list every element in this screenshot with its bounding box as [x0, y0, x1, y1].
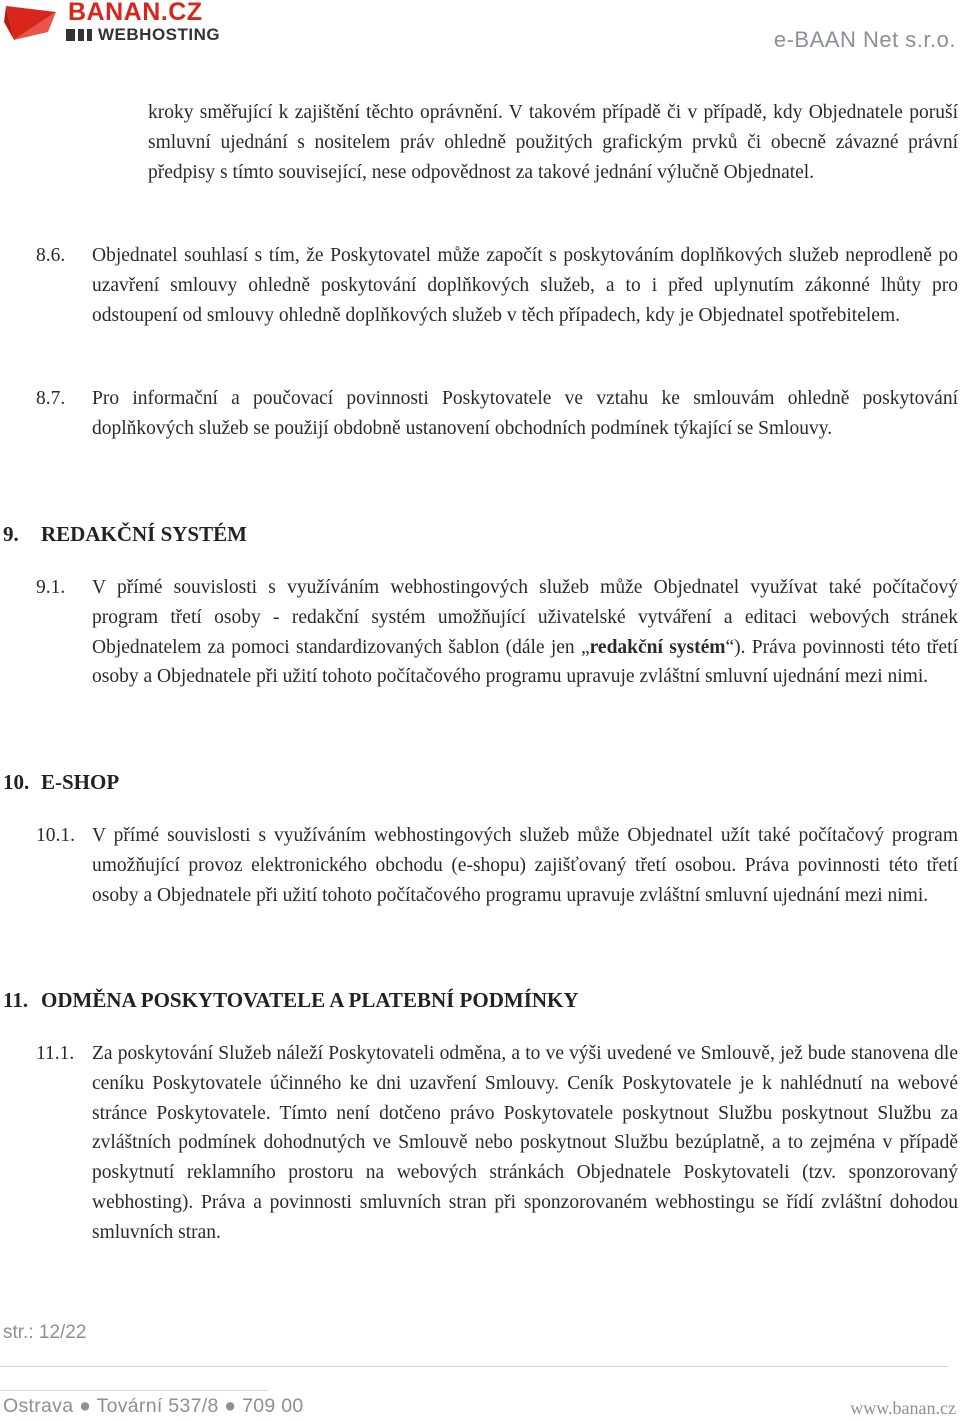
- clause-9-1-text: [92, 573, 958, 692]
- clause-8-7-text: Pro informační a poučovací povinnosti Poskytovatele ve vztahu ke smlouvám ohledně poskytování doplňkových služeb se použijí obdobně ustanovení obchodních podmínek týkající se Smlouvy.: [92, 388, 958, 439]
- defined-term: redakční systém: [589, 636, 726, 658]
- footer-url: www.banan.cz: [850, 1398, 956, 1418]
- section-heading-10: [3, 767, 119, 797]
- section-number: 11.: [3, 988, 29, 1012]
- page-header: [0, 0, 960, 60]
- section-number: 10.: [3, 770, 30, 794]
- section-heading-11: [3, 985, 579, 1015]
- clause-10-1-text: V přímé souvislosti s využíváním webhostingových služeb může Objednatel užít také počítačový program umožňující provoz elektronického obchodu (e-shopu) zajišťovaný třetí osobou. Práva povinnosti této třetí osoby a Objednatele při užití tohoto počítačového programu upravuje zvláštní smluvní ujednání mezi nimi.: [92, 825, 958, 906]
- clause-8-6-text: Objednatel souhlasí s tím, že Poskytovatel může započít s poskytováním doplňkových služeb neprodleně po uzavření smlouvy ohledně poskytování doplňkových služeb, a to i před uplynutím zákonné lhůty pro odstoupení od smlouvy ohledně doplňkových služeb v těch případech, kdy je Objednatel spotřebitelem.: [92, 245, 958, 326]
- clause-number: 11.1.: [36, 1043, 75, 1064]
- company-name: e-BAAN Net s.r.o.: [773, 27, 956, 52]
- section-title: ODMĚNA POSKYTOVATELE A PLATEBNÍ PODMÍNKY: [41, 988, 579, 1012]
- logo-subtitle-group: [66, 25, 220, 45]
- section-title: E-SHOP: [41, 770, 120, 794]
- page-number: str.: 12/22: [3, 1322, 87, 1343]
- footer-address: Ostrava ● Tovární 537/8 ● 709 00: [3, 1395, 304, 1417]
- banan-logo-icon: [4, 2, 64, 46]
- logo-bars-icon: [66, 29, 94, 41]
- section-title: REDAKČNÍ SYSTÉM: [41, 522, 247, 546]
- footer-divider-short: [0, 1390, 268, 1391]
- clause-text-part: V přímé souvislosti s využíváním webhostingových služeb může Objednatel využívat také počítačový program třetí osoby - redakční systém umožňující uživatelské vytváření a editaci webových stránek Objednatelem za pomoci standardizovaných šablon (dále jen „: [92, 577, 958, 658]
- clause-number: 8.6.: [36, 245, 66, 266]
- clause-number: 10.1.: [36, 825, 75, 846]
- banan-logo: [4, 2, 244, 46]
- clause-number: 9.1.: [36, 577, 66, 598]
- paragraph-continued: kroky směřující k zajištění těchto oprávnění. V takovém případě či v případě, kdy Objednatele poruší smluvní ujednání s nositelem práv ohledně použitých grafickým prvků či obecně závazné právní předpisy s tímto související, nese odpovědnost za takové jednání výlučně Objednatel.: [148, 102, 958, 183]
- logo-title: BANAN.CZ: [68, 0, 203, 26]
- clause-text-part: “). Práva povinnosti této třetí osoby a Objednatele při užití tohoto počítačového programu upravuje zvláštní smluvní ujednání mezi nimi.: [92, 636, 958, 688]
- section-number: 9.: [3, 522, 19, 546]
- footer-divider: [0, 1366, 948, 1367]
- clause-number: 8.7.: [36, 388, 66, 409]
- section-heading-9: [3, 519, 247, 549]
- clause-11-1-text: Za poskytování Služeb náleží Poskytovateli odměna, a to ve výši uvedené ve Smlouvě, jež bude stanovena dle ceníku Poskytovatele účinného ke dni uzavření Smlouvy. Ceník Poskytovatele je k nahlédnutí na webové stránce Poskytovatele. Tímto není dotčeno právo Poskytovatele poskytnout Službu poskytnout Službu za zvláštních podmínek dohodnutých ve Smlouvě nebo poskytnout Službu bezúplatně, a to zejména v případě poskytnutí reklamního prostoru na webových stránkách Objednatele Poskytovateli (tzv. sponzorovaný webhosting). Práva a povinnosti smluvních stran při sponzorovaném webhostingu se řídí zvláštní dohodou smluvních stran.: [92, 1043, 958, 1243]
- logo-subtitle: WEBHOSTING: [98, 25, 221, 44]
